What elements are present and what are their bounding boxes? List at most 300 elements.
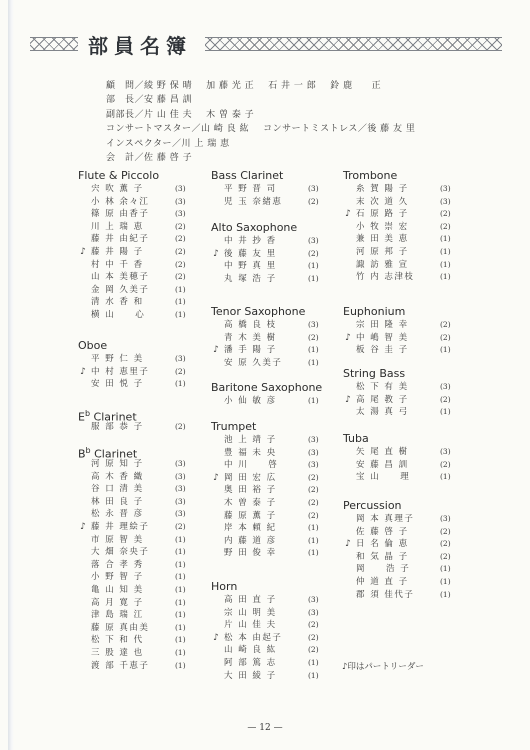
member-grade: (3) <box>440 184 451 193</box>
member-grade: (2) <box>175 259 186 269</box>
member-name: 大 田 綾 子 <box>224 670 277 681</box>
member-row <box>342 576 457 589</box>
officers-list <box>106 79 506 165</box>
member-name: 小 林 余々江 <box>91 196 150 207</box>
member-name: 太 湯 真 弓 <box>356 407 409 418</box>
member-name: 大 畑 奈央子 <box>91 547 150 558</box>
instrument-section <box>77 406 197 434</box>
member-name: 潘 手 陽 子 <box>224 345 277 356</box>
member-row <box>77 483 197 496</box>
member-grade: (3) <box>308 607 319 617</box>
member-row <box>77 233 197 246</box>
member-grade: (1) <box>308 396 319 405</box>
member-name: 津 島 瑞 江 <box>91 610 144 621</box>
instrument-section <box>342 498 457 601</box>
member-name: 宍 吹 薫 子 <box>91 184 144 194</box>
member-grade: (1) <box>308 345 319 355</box>
member-row <box>210 497 325 510</box>
member-grade: (2) <box>175 246 186 256</box>
leader-mark: ♪ <box>80 246 86 257</box>
member-grade: (1) <box>440 576 451 586</box>
member-row <box>210 183 325 196</box>
member-row <box>210 395 325 408</box>
member-row <box>210 594 325 607</box>
member-grade: (1) <box>440 234 451 244</box>
member-name: 安 原 久美子 <box>224 357 283 368</box>
member-grade: (2) <box>308 485 319 495</box>
member-grade: (1) <box>175 610 186 620</box>
member-grade: (2) <box>175 521 186 531</box>
section-title: String Bass <box>343 367 406 380</box>
member-grade: (2) <box>308 472 319 482</box>
member-grade: (2) <box>440 551 451 561</box>
member-name: 岡 田 宏 広 <box>224 472 277 483</box>
member-name: 岡 本 真理子 <box>356 514 415 524</box>
page-title: 部員名簿 <box>88 34 192 58</box>
member-row <box>77 584 197 597</box>
member-grade: (3) <box>308 236 319 245</box>
member-row <box>210 472 325 485</box>
member-grade: (1) <box>440 259 451 269</box>
member-grade: (3) <box>308 184 319 193</box>
member-grade: (1) <box>175 647 186 657</box>
member-grade: (1) <box>175 635 186 645</box>
officer-entry: 木 曽 泰 子 <box>206 109 255 120</box>
member-grade: (2) <box>440 332 451 342</box>
member-name: 末 次 道 久 <box>356 196 409 207</box>
member-row <box>342 381 457 394</box>
member-name: 丸 塚 浩 子 <box>224 273 277 284</box>
member-row <box>342 551 457 564</box>
member-grade: (3) <box>175 484 186 494</box>
member-grade: (3) <box>440 514 451 523</box>
member-row <box>210 260 325 273</box>
member-row <box>77 183 197 196</box>
instrument-section <box>210 168 325 208</box>
member-name: 日 名 倫 恵 <box>356 539 409 550</box>
member-name: 糸 賀 陽 子 <box>356 184 409 194</box>
member-name: 兼 田 美 恵 <box>356 234 409 245</box>
member-name: 林 田 良 子 <box>91 496 144 507</box>
leader-mark: ♪ <box>213 632 219 643</box>
instrument-section <box>342 431 457 484</box>
section-title: Euphonium <box>343 305 406 318</box>
member-grade: (3) <box>440 447 451 456</box>
officer-row <box>106 108 506 122</box>
member-name: 郡 須 佳代子 <box>356 589 415 600</box>
member-name: 竹 内 志津枝 <box>356 272 415 283</box>
member-grade: (3) <box>175 196 186 206</box>
member-grade: (1) <box>175 559 186 569</box>
section-title: Flute & Piccolo <box>78 169 160 182</box>
section-title: Percussion <box>343 499 402 512</box>
member-grade: (2) <box>440 221 451 231</box>
member-name: 谷 口 清 美 <box>91 484 144 495</box>
member-row <box>77 421 197 434</box>
member-grade: (1) <box>440 589 451 599</box>
member-row <box>342 471 457 484</box>
member-name: 金 岡 久美子 <box>91 284 150 295</box>
member-row <box>210 459 325 472</box>
member-grade: (3) <box>440 196 451 206</box>
member-row <box>210 319 325 332</box>
officer-row <box>106 137 506 151</box>
member-grade: (1) <box>175 622 186 632</box>
member-name: 矢 尾 直 樹 <box>356 447 409 457</box>
member-grade: (1) <box>440 345 451 355</box>
member-name: 中 村 恵里子 <box>91 366 150 377</box>
member-grade: (3) <box>175 184 186 193</box>
member-name: 片 山 佳 夫 <box>224 620 277 631</box>
member-row <box>77 534 197 547</box>
flat-sign: b <box>84 409 91 418</box>
member-grade: (1) <box>308 523 319 533</box>
member-row <box>342 394 457 407</box>
member-row <box>77 496 197 509</box>
instrument-section <box>342 304 457 357</box>
member-name: 渡 部 千恵子 <box>91 660 150 671</box>
member-name: 松 本 由起子 <box>224 632 283 643</box>
member-grade: (2) <box>308 510 319 520</box>
member-name: 小 牧 崇 宏 <box>356 221 409 232</box>
key-letter: B <box>78 447 86 461</box>
member-name: 中 川 啓 <box>224 460 279 471</box>
member-row <box>210 547 325 560</box>
leader-mark: ♪ <box>213 248 219 259</box>
member-row <box>77 259 197 272</box>
member-row <box>77 559 197 572</box>
member-grade: (3) <box>175 496 186 506</box>
member-name: 亀 山 知 美 <box>91 584 144 595</box>
member-row <box>77 353 197 366</box>
member-name: 松 永 晋 彦 <box>91 509 144 520</box>
member-grade: (2) <box>308 248 319 258</box>
member-grade: (2) <box>175 366 186 376</box>
member-name: 児 玉 奈緒恵 <box>224 196 283 207</box>
member-row <box>77 458 197 471</box>
member-grade: (1) <box>308 670 319 680</box>
member-name: 諏 訪 雅 宣 <box>356 259 409 270</box>
member-name: 小 仙 敏 彦 <box>224 396 277 406</box>
leader-mark: ♪ <box>345 209 351 220</box>
member-grade: (1) <box>440 407 451 417</box>
key-letter: E <box>78 410 85 424</box>
member-name: 池 上 靖 子 <box>224 435 277 445</box>
leader-mark: ♪ <box>345 332 351 343</box>
member-name: 藤 原 薫 子 <box>224 510 277 521</box>
member-grade: (2) <box>440 209 451 219</box>
member-row <box>77 284 197 297</box>
header-ornament-right <box>205 37 502 51</box>
member-grade: (1) <box>175 597 186 607</box>
member-grade: (3) <box>175 354 186 363</box>
binding-edge <box>8 0 14 750</box>
member-name: 松 下 和 代 <box>91 635 144 646</box>
member-row <box>210 344 325 357</box>
member-name: 安 田 悦 子 <box>91 379 144 390</box>
member-row <box>342 196 457 209</box>
member-row <box>342 208 457 221</box>
member-row <box>77 271 197 284</box>
member-grade: (2) <box>175 234 186 244</box>
member-name: 三 股 達 也 <box>91 647 144 658</box>
member-row <box>77 546 197 559</box>
member-grade: (3) <box>440 382 451 391</box>
member-grade: (1) <box>308 535 319 545</box>
member-name: 高 橋 良 枝 <box>224 320 277 330</box>
member-grade: (1) <box>440 246 451 256</box>
section-title: Bass Clarinet <box>211 169 284 182</box>
member-name: 藤 井 陽 子 <box>91 246 144 257</box>
member-grade: (2) <box>175 221 186 231</box>
member-row <box>210 670 325 683</box>
member-name: 仲 道 直 子 <box>356 576 409 587</box>
section-title: Tuba <box>343 432 369 445</box>
member-name: 岸 本 頼 紀 <box>224 523 277 534</box>
member-row <box>210 510 325 523</box>
member-row <box>342 183 457 196</box>
leader-mark: ♪ <box>80 366 86 377</box>
member-row <box>210 644 325 657</box>
section-title <box>77 443 197 461</box>
section-title: Trombone <box>343 169 398 182</box>
officer-entry: 会 計／佐 藤 啓 子 <box>106 152 193 163</box>
member-grade: (3) <box>175 471 186 481</box>
member-name: 川 上 瑞 恵 <box>91 221 144 232</box>
member-row <box>342 538 457 551</box>
member-name: 奥 田 裕 子 <box>224 485 277 496</box>
member-name: 佐 藤 啓 子 <box>356 526 409 537</box>
instrument-section <box>342 168 457 284</box>
officer-entry: コンサートミストレス／後 藤 友 里 <box>263 124 416 135</box>
member-name: 河 原 邦 子 <box>356 246 409 257</box>
member-grade: (2) <box>440 320 451 329</box>
instrument-section <box>210 579 325 682</box>
member-name: 青 木 美 樹 <box>224 332 277 343</box>
member-row <box>77 609 197 622</box>
member-grade: (2) <box>440 526 451 536</box>
member-row <box>77 597 197 610</box>
member-grade: (1) <box>175 547 186 557</box>
member-grade: (1) <box>308 273 319 283</box>
member-grade: (1) <box>175 534 186 544</box>
officer-entry: 顧 問／綾 野 保 晴 <box>106 81 193 91</box>
officer-entry: 鈴 鹿 正 <box>330 81 382 91</box>
instrument-section <box>210 380 325 408</box>
member-row <box>342 563 457 576</box>
member-grade: (1) <box>440 564 451 574</box>
member-row <box>77 647 197 660</box>
instrument-section <box>77 443 197 672</box>
member-row <box>210 484 325 497</box>
leader-footnote: ♪印はパートリーダー <box>342 662 424 672</box>
member-grade: (2) <box>308 497 319 507</box>
member-grade: (1) <box>175 584 186 594</box>
member-row <box>77 660 197 673</box>
section-title: Alto Saxophone <box>211 221 298 234</box>
member-row <box>77 246 197 259</box>
member-row <box>77 366 197 379</box>
member-name: 市 原 智 美 <box>91 534 144 545</box>
member-name: 篠 原 由香子 <box>91 209 150 220</box>
member-name: 藤 井 由紀子 <box>91 234 150 245</box>
member-grade: (1) <box>175 297 186 307</box>
member-grade: (2) <box>308 632 319 642</box>
member-grade: (2) <box>308 332 319 342</box>
member-row <box>342 332 457 345</box>
member-row <box>77 622 197 635</box>
member-grade: (3) <box>308 595 319 604</box>
member-name: 和 気 晶 子 <box>356 551 409 562</box>
member-grade: (2) <box>308 196 319 206</box>
member-row <box>77 378 197 391</box>
member-name: 豊 福 未 央 <box>224 447 277 458</box>
member-name: 後 藤 友 里 <box>224 248 277 259</box>
officer-entry: 石 井 一 郎 <box>268 81 317 91</box>
member-name: 松 下 有 美 <box>356 382 409 392</box>
member-grade: (2) <box>308 620 319 630</box>
member-name: 岡 浩 子 <box>356 564 411 575</box>
section-name: Clarinet <box>93 410 137 424</box>
member-row <box>342 259 457 272</box>
member-row <box>210 332 325 345</box>
officer-entry: コンサートマスター／山 崎 良 紘 <box>106 124 250 135</box>
leader-mark: ♪ <box>213 472 219 483</box>
member-name: 野 田 俊 幸 <box>224 548 277 559</box>
member-name: 河 原 知 子 <box>91 459 144 469</box>
member-name: 板 谷 圭 子 <box>356 345 409 356</box>
member-name: 中 嶋 智 美 <box>356 332 409 343</box>
section-title: Tenor Saxophone <box>211 305 306 318</box>
member-grade: (1) <box>175 284 186 294</box>
member-row <box>210 248 325 261</box>
member-name: 阿 部 篤 志 <box>224 657 277 668</box>
member-row <box>342 344 457 357</box>
member-row <box>210 632 325 645</box>
member-name: 高 月 寛 子 <box>91 597 144 608</box>
member-row <box>210 535 325 548</box>
member-row <box>342 233 457 246</box>
member-row <box>77 221 197 234</box>
member-row <box>342 526 457 539</box>
member-grade: (1) <box>308 548 319 558</box>
member-row <box>210 235 325 248</box>
member-row <box>342 271 457 284</box>
member-row <box>77 196 197 209</box>
leader-mark: ♪ <box>345 394 351 405</box>
instrument-section <box>342 366 457 419</box>
member-grade: (3) <box>308 447 319 457</box>
member-row <box>77 521 197 534</box>
member-name: 宝 山 理 <box>356 472 411 483</box>
member-grade: (2) <box>175 272 186 282</box>
officer-row <box>106 151 506 165</box>
instrument-section <box>210 304 325 369</box>
officer-row <box>106 93 506 107</box>
section-name: Clarinet <box>94 447 138 461</box>
member-row <box>77 208 197 221</box>
member-row <box>77 571 197 584</box>
member-row <box>210 434 325 447</box>
member-name: 小 野 智 子 <box>91 572 144 583</box>
instrument-section <box>77 168 197 322</box>
instrument-section <box>210 419 325 560</box>
member-grade: (2) <box>308 645 319 655</box>
member-row <box>77 471 197 484</box>
member-row <box>210 657 325 670</box>
section-title: Baritone Saxophone <box>211 381 323 394</box>
flat-sign: b <box>85 446 91 455</box>
member-name: 服 部 恭 子 <box>91 422 144 432</box>
officer-entry: 部 長／安 藤 昌 訓 <box>106 95 193 106</box>
officer-entry: 副部長／片 山 佳 夫 <box>106 109 193 120</box>
member-row <box>342 513 457 526</box>
member-grade: (1) <box>175 572 186 582</box>
member-name: 山 崎 良 紘 <box>224 645 277 656</box>
section-title: Oboe <box>78 339 108 352</box>
member-name: 落 合 孝 秀 <box>91 559 144 570</box>
member-name: 中 野 真 里 <box>224 261 277 272</box>
member-grade: (1) <box>308 261 319 271</box>
section-title <box>77 406 197 424</box>
member-name: 石 原 路 子 <box>356 209 409 220</box>
member-row <box>210 607 325 620</box>
member-row <box>210 447 325 460</box>
member-grade: (3) <box>308 320 319 329</box>
header-ornament-left <box>30 37 78 51</box>
member-name: 高 尾 教 子 <box>356 394 409 405</box>
member-grade: (3) <box>175 459 186 468</box>
page-number: — 12 — <box>247 723 283 733</box>
member-grade: (1) <box>175 309 186 319</box>
leader-mark: ♪ <box>213 345 219 356</box>
officer-row <box>106 79 506 93</box>
member-grade: (3) <box>308 460 319 470</box>
member-row <box>342 319 457 332</box>
member-name: 宗 田 隆 幸 <box>356 320 409 330</box>
member-row <box>342 221 457 234</box>
officer-row <box>106 122 506 136</box>
member-name: 高 田 直 子 <box>224 595 277 605</box>
member-row <box>210 522 325 535</box>
member-grade: (2) <box>440 394 451 404</box>
member-row <box>77 309 197 322</box>
member-grade: (1) <box>440 272 451 282</box>
officer-entry: 加 藤 光 正 <box>206 81 255 91</box>
member-row <box>210 357 325 370</box>
member-row <box>342 459 457 472</box>
member-name: 安 藤 昌 訓 <box>356 459 409 470</box>
member-row <box>77 634 197 647</box>
member-name: 村 中 千 香 <box>91 259 144 270</box>
member-grade: (3) <box>175 509 186 519</box>
member-name: 平 野 晋 司 <box>224 184 277 194</box>
member-name: 横 山 心 <box>91 309 146 320</box>
member-row <box>77 508 197 521</box>
member-name: 中 井 抄 香 <box>224 236 277 246</box>
member-name: 藤 井 理絵子 <box>91 521 150 532</box>
member-name: 藤 原 真由美 <box>91 622 150 633</box>
member-row <box>342 446 457 459</box>
member-name: 清 水 香 和 <box>91 297 144 308</box>
officer-entry: インスペクター／川 上 瑞 恵 <box>106 138 230 149</box>
member-name: 宗 山 明 美 <box>224 607 277 618</box>
section-title: Trumpet <box>211 420 257 433</box>
member-grade: (1) <box>440 472 451 482</box>
member-grade: (3) <box>308 435 319 444</box>
leader-mark: ♪ <box>80 521 86 532</box>
member-row <box>210 273 325 286</box>
